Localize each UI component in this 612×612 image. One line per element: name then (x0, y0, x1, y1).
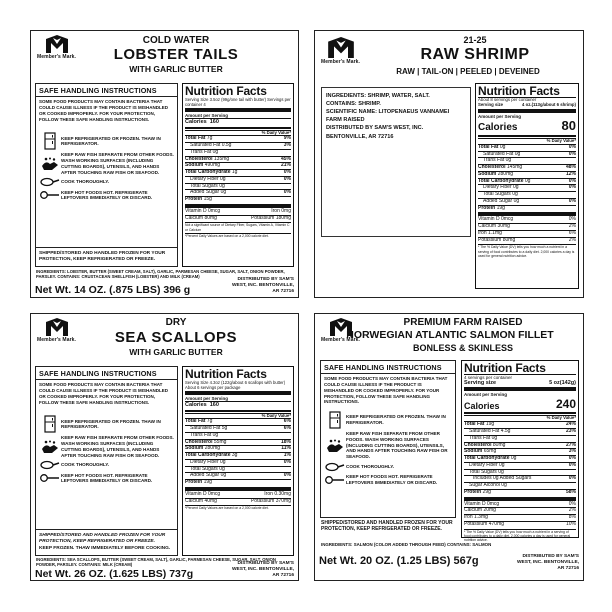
nf-vitd-value: 0mcg (207, 207, 221, 214)
nf-vitd-value: 0mcg (207, 490, 221, 497)
safe-handling-box (35, 366, 178, 556)
nf-calories-label: Calories (464, 401, 500, 412)
nf-protein-label: Protein (464, 488, 482, 495)
nf-sugars-label: Total Sugars (483, 191, 511, 198)
nf-title: Nutrition Facts (464, 361, 546, 375)
title-line-2: LOBSTER TAILS (113, 46, 239, 63)
nf-serving: Serving Size 4.3oz (122g/about 6 scallops with butter) About 6 servings per package (185, 380, 286, 391)
nf-carb-value: 3g (231, 452, 238, 459)
nf-calcium-label: Calcium (185, 214, 204, 221)
nf-sat-label: Saturated Fat (190, 425, 221, 432)
safe-step-cook: COOK THOROUGHLY. (346, 464, 395, 470)
safe-step-leftovers: KEEP HOT FOODS HOT. REFRIGERATE LEFTOVERS IMMEDIATELY OR DISCARD. (346, 474, 438, 485)
salmon-label (314, 313, 584, 581)
nf-vitd-dv: 0% (568, 216, 576, 223)
nf-added-value: 0g (220, 189, 227, 196)
nf-fiber-dv: 0% (568, 461, 576, 468)
nf-amount: Amount per Serving (185, 113, 229, 119)
net-weight: Net Wt. 20 OZ. (1.25 LBS) 567g (319, 555, 479, 567)
nf-added-label: Added Sugar (190, 189, 220, 196)
refrigerator-icon (44, 132, 56, 150)
nf-serving-value: 5 oz(142g) (549, 380, 576, 387)
safe-step-cook: COOK THOROUGHLY. (61, 462, 110, 468)
nf-protein-label: Protein (185, 479, 203, 486)
nf-fiber-dv: 0% (283, 175, 291, 182)
wash-hands-icon (325, 438, 345, 454)
nf-title: Nutrition Facts (478, 84, 560, 98)
nf-sugars-value: 0g (512, 191, 518, 198)
safe-step-refrigerate: KEEP REFRIGERATED OR FROZEN. THAW IN REFRIGERATOR. (346, 414, 446, 426)
nf-added-value: 0g (513, 197, 520, 204)
nf-chol-value: 135mg (213, 155, 230, 162)
nf-trans-value: 0g (212, 431, 219, 438)
nf-vitd-dv: 0% (568, 500, 576, 507)
ingredients: INGREDIENTS: SEA SCALLOPS, BUTTER (SWEET CREAM, SALT), GARLIC, PARMESAN CHEESE, SUGAR, SALT, ONION POWDER, PARSLEY. CONTAINS: MILK (CREAM) (36, 557, 276, 568)
nf-potassium-label: Potassium (478, 236, 502, 243)
nf-dv-header: % Daily Value* (185, 413, 291, 419)
shrimp-ingredients: INGREDIENTS: SHRIMP, WATER, SALT. (326, 93, 430, 99)
frying-pan-icon (40, 177, 60, 187)
wash-hands-icon (40, 156, 60, 172)
nf-potassium-label: Potassium (250, 214, 275, 221)
safe-footer: SHIPPED/STORED AND HANDLED FROZEN FOR YOUR PROTECTION, KEEP REFRIGERATED OR FREEZE. (321, 520, 453, 533)
nf-protein-value: 29g (482, 488, 491, 495)
nf-calories-label: Calories (185, 119, 207, 126)
nf-sugars-label: Total Sugars (190, 465, 218, 472)
title-sub: RAW | TAIL-ON | PEELED | DEVEINED (396, 67, 540, 76)
nf-calcium-dv: 2% (568, 507, 576, 514)
nf-sodium-label: Sodium (478, 170, 497, 177)
nf-amount: Amount per Serving (478, 113, 522, 119)
nf-carb-value: 0g (510, 455, 517, 462)
nf-serving-label: Serving size (478, 101, 504, 107)
nf-fat-dv: 9% (283, 135, 291, 142)
nf-calories-value: 160 (209, 402, 219, 409)
nf-fiber-value: 0g (499, 461, 505, 468)
frying-pan-icon (40, 460, 60, 470)
safe-step-refrigerate: KEEP REFRIGERATED OR FROZEN. THAW IN REFRIGERATOR. (61, 418, 161, 430)
nf-trans-label: Trans Fat (190, 148, 212, 155)
m-logo-icon (328, 37, 354, 58)
net-weight: Net Wt. 14 OZ. (.875 LBS) 396 g (35, 284, 191, 296)
title-line-2: NORWEGIAN ATLANTIC SALMON FILLET (346, 329, 554, 341)
nf-note: Not a significant source of Dietary Fiber, Sugars, Vitamin A, Vitamin C or Calcium (185, 223, 290, 232)
nf-trans-label: Trans Fat (469, 434, 491, 441)
nf-trans-value: 0g (505, 157, 512, 164)
nf-fat-value: 19g (485, 421, 495, 428)
nf-chol-value: 55mg (213, 438, 227, 445)
nf-iron-label: Iron (464, 514, 473, 521)
nf-calcium-value: 40mg (204, 497, 217, 504)
nf-chol-dv: 48% (565, 164, 576, 171)
nf-calcium-label: Calcium (464, 507, 483, 514)
safe-intro: SOME FOOD PRODUCTS MAY CONTAIN BACTERIA THAT COULD CAUSE ILLNESS IF THE PRODUCT IS MISHANDLED OR COOKED IMPROPERLY. FOR YOUR PROTECTION, FOLLOW THESE SAFE HANDLING INSTRUCTIONS. (39, 99, 169, 122)
nf-footnote: *Percent Daily Values are based on a 2,000 calorie diet. (185, 505, 291, 510)
nf-fiber-label: Dietary Fiber (469, 461, 498, 468)
nf-carb-label: Total Carbohydrate (185, 169, 231, 176)
nf-sugar-alcohol: Sugar Alcohol 0g (469, 482, 507, 489)
safe-handling-box (320, 360, 456, 518)
nf-sodium-value: 280mg (204, 445, 221, 452)
safe-intro: SOME FOOD PRODUCTS MAY CONTAIN BACTERIA THAT COULD CAUSE ILLNESS IF THE PRODUCT IS MISHANDLED OR COOKED IMPROPERLY. FOR YOUR PROTECTION, FOLLOW THESE SAFE HANDLING INSTRUCTIONS. (324, 376, 448, 405)
nf-carb-dv: 1% (283, 452, 291, 459)
nf-fiber-label: Dietary Fiber (190, 175, 219, 182)
nf-chol-label: Cholesterol (478, 164, 506, 171)
nf-sat-label: Saturated Fat (190, 142, 221, 149)
nf-calcium-value: 20mg (483, 507, 496, 514)
nf-protein-dv: 58% (565, 488, 576, 495)
nf-vitd-label: Vitamin D (464, 500, 486, 507)
nf-carb-dv: 0% (283, 169, 291, 176)
safe-step-refrigerate: KEEP REFRIGERATED OR FROZEN. THAW IN REFRIGERATOR. (61, 135, 161, 147)
nf-added-label: Added Sugar (483, 197, 513, 204)
m-logo-icon (46, 35, 68, 53)
scallops-label (30, 313, 299, 581)
nf-fat-value: 7g (206, 418, 213, 425)
nf-protein-label: Protein (478, 204, 496, 211)
m-logo-icon (46, 318, 68, 336)
members-mark-logo (321, 37, 360, 65)
nf-footnote: * The % Daily Value (DV) tells you how much a nutrient in a serving of food contributes to a daily diet. 2,000 calories a day is used for general nutrition advice. (464, 529, 576, 542)
title-line-1: COLD WATER (142, 35, 210, 46)
distributor: DISTRIBUTED BY SAM'S WEST, INC. BENTONVILLE, AR 72716 (231, 277, 294, 294)
nf-sugars-value: 0g (498, 468, 504, 475)
nf-chol-dv: 27% (565, 441, 576, 448)
nf-added-value: 0g (220, 472, 227, 479)
refrigerator-icon (44, 415, 56, 433)
shrimp-info-box (321, 87, 471, 237)
nf-calories-value: 160 (209, 119, 219, 126)
nf-calcium-dv: 2% (568, 223, 576, 230)
safe-step-separate: KEEP RAW FISH SEPARATE FROM OTHER FOODS. WASH WORKING SURFACES (INCLUDING CUTTING BOARDS), UTENSILS, AND HANDS AFTER TOUCHING RAW FISH OR SEAFOOD. (61, 435, 174, 458)
nf-sat-label: Saturated Fat (469, 428, 500, 435)
nf-sat-value: 0.5g (221, 142, 232, 149)
nf-sodium-label: Sodium (464, 448, 483, 455)
safe-heading: SAFE HANDLING INSTRUCTIONS (321, 361, 455, 374)
nf-vitd-label: Vitamin D (478, 216, 500, 223)
net-weight: Net Wt. 26 OZ. (1.625 LBS) 737g (35, 568, 194, 580)
nf-protein-value: 19g (203, 479, 212, 486)
nf-iron-dv: 8% (568, 514, 576, 521)
nf-fiber-label: Dietary Fiber (190, 458, 219, 465)
nf-chol-value: 80mg (492, 441, 506, 448)
nf-calories-value: 240 (555, 396, 576, 411)
nf-sodium-value: 65mg (483, 448, 497, 455)
safe-heading: SAFE HANDLING INSTRUCTIONS (36, 84, 177, 97)
safe-step-separate: KEEP RAW FISH SEPARATE FROM OTHER FOODS. WASH WORKING SURFACES (INCLUDING CUTTING BOARDS), UTENSILS, AND HANDS AFTER TOUCHING RAW FISH OR SEAFOOD. (346, 431, 448, 460)
shrimp-farm: FARM RAISED (326, 117, 365, 124)
shrimp-dist-2: BENTONVILLE, AR 72716 (326, 133, 394, 140)
nf-dv-header: % Daily Value* (478, 138, 576, 144)
thermometer-icon (40, 472, 60, 484)
nf-protein-label: Protein (185, 196, 203, 203)
nf-carb-label: Total Carbohydrate (185, 452, 231, 459)
nf-calories-label: Calories (185, 402, 207, 409)
safe-step-leftovers: KEEP HOT FOODS HOT. REFRIGERATE LEFTOVERS IMMEDIATELY OR DISCARD. (61, 472, 153, 484)
safe-footer-frozen: KEEP FROZEN. THAW IMMEDIATELY BEFORE COOKING. (39, 546, 171, 552)
nf-fat-value: 0g (499, 143, 506, 150)
nf-chol-label: Cholesterol (185, 155, 213, 162)
nutrition-facts-panel (182, 366, 294, 556)
safe-intro: SOME FOOD PRODUCTS MAY CONTAIN BACTERIA THAT COULD CAUSE ILLNESS IF THE PRODUCT IS MISHANDLED OR COOKED IMPROPERLY. FOR YOUR PROTECTION, FOLLOW THESE SAFE HANDLING INSTRUCTIONS. (39, 382, 169, 405)
title-line-3: WITH GARLIC BUTTER (129, 347, 223, 357)
nf-sat-value: 5g (221, 425, 228, 432)
nf-added-dv: 0% (283, 472, 291, 479)
nf-trans-label: Trans Fat (190, 431, 212, 438)
title-main: RAW SHRIMP (420, 46, 530, 63)
nf-carb-value: 1g (231, 169, 238, 176)
nf-chol-dv: 18% (280, 438, 291, 445)
nf-sat-dv: 0% (568, 150, 576, 157)
ingredients: INGREDIENTS: SALMON (COLOR ADDED THROUGH FEED) CONTAINS: SALMON (321, 542, 492, 547)
nf-sat-dv: 23% (565, 428, 576, 435)
title-line-1: PREMIUM FARM RAISED (403, 317, 523, 328)
safe-heading: SAFE HANDLING INSTRUCTIONS (36, 367, 177, 380)
nf-fat-label: Total Fat (185, 418, 206, 425)
nf-calcium-label: Calcium (478, 223, 497, 230)
brand-name: Member's Mark. (321, 59, 360, 65)
nf-fat-dv: 0% (568, 143, 576, 150)
nutrition-facts-panel (182, 83, 294, 267)
nf-servings: 4 servings per container (464, 374, 576, 380)
nf-iron-label: Iron (478, 229, 487, 236)
shrimp-contains: CONTAINS: SHRIMP. (326, 101, 381, 108)
shrimp-label (314, 30, 584, 298)
nf-carb-label: Total Carbohydrate (464, 455, 510, 462)
nf-serving-label: Serving size (464, 380, 497, 387)
nf-iron-dv: 6% (568, 229, 576, 236)
title-line-3: BONLESS & SKINLESS (412, 343, 513, 353)
nf-title: Nutrition Facts (185, 84, 267, 98)
refrigerator-icon (329, 411, 341, 429)
nf-added-value: Includes 0g Added Sugars (473, 475, 532, 482)
nf-protein-value: 19g (496, 204, 505, 211)
nf-calories-value: 80 (561, 118, 576, 134)
nf-trans-label: Trans Fat (483, 157, 505, 164)
thermometer-icon (40, 189, 60, 201)
nf-fiber-dv: 0% (283, 458, 291, 465)
nf-sodium-value: 280mg (497, 170, 514, 177)
nf-fat-value: 7g (206, 135, 213, 142)
nf-sodium-label: Sodium (185, 445, 204, 452)
nf-iron-value: 1.3mg (474, 514, 488, 521)
nf-iron-label: Iron (271, 207, 280, 214)
nf-sat-value: 4.5g (500, 428, 511, 435)
nf-sodium-dv: 12% (565, 170, 576, 177)
safe-footer-text: SHIPPED/STORED AND HANDLED FROZEN FOR YOUR PROTECTION, KEEP REFRIGERATED OR FREEZE. (39, 533, 166, 545)
nf-title: Nutrition Facts (185, 367, 267, 381)
nutrition-facts-panel (461, 360, 579, 542)
nf-chol-label: Cholesterol (185, 438, 213, 445)
nf-chol-label: Cholesterol (464, 441, 492, 448)
nf-fat-label: Total Fat (464, 421, 485, 428)
nf-sodium-value: 490mg (204, 162, 221, 169)
nf-potassium-value: 80mg (502, 236, 516, 243)
nf-servings: About 8 servings per container (478, 97, 576, 103)
nf-serving-value: 4 oz.(113g/about 6 shrimp) (522, 101, 576, 107)
nf-chol-dv: 45% (280, 155, 291, 162)
nf-fat-label: Total Fat (185, 135, 206, 142)
safe-footer (36, 529, 177, 555)
nf-added-dv: 0% (568, 197, 576, 204)
nf-potassium-dv: 10% (565, 520, 576, 527)
nf-vitd-label: Vitamin D (185, 490, 207, 497)
nf-potassium-value: 180mg (275, 214, 291, 221)
nf-sodium-label: Sodium (185, 162, 204, 169)
nf-fiber-value: 0g (220, 458, 226, 465)
brand-name: Member's Mark. (321, 337, 360, 343)
nf-sugars-value: 0g (219, 465, 225, 472)
nf-sat-dv: 3% (283, 142, 291, 149)
nf-iron-value: 0mg (281, 207, 291, 214)
nf-potassium-value: 470mg (488, 520, 505, 527)
safe-step-cook: COOK THOROUGHLY. (61, 179, 110, 185)
title-line-3: WITH GARLIC BUTTER (129, 64, 223, 74)
nf-added-dv: 0% (568, 475, 576, 482)
nf-fat-dv: 6% (283, 418, 291, 425)
nf-fat-dv: 24% (565, 421, 576, 428)
nutrition-facts-panel (475, 83, 579, 289)
nf-trans-value: 0g (491, 434, 498, 441)
nf-dv-header: % Daily Value* (185, 130, 291, 136)
lobster-label (30, 30, 299, 298)
nf-chol-value: 145mg (506, 164, 523, 171)
nf-fat-label: Total Fat (478, 143, 499, 150)
nf-amount: Amount per Serving (464, 392, 508, 398)
distributor: DISTRIBUTED BY SAM'S WEST, INC. BENTONVILLE, AR 72716 (231, 561, 294, 578)
title-line-2: SEA SCALLOPS (114, 329, 238, 346)
thermometer-icon (325, 474, 345, 486)
nf-fiber-value: 0g (220, 175, 226, 182)
nf-serving: Serving Size 3.5oz (99g/one tail with butter) Servings per container 4 (185, 97, 291, 108)
nf-dv-header: % Daily Value* (464, 415, 576, 421)
nf-potassium-dv: 2% (568, 236, 576, 243)
shrimp-scientific: SCIENTIFIC NAME: LITOPENAEUS VANNAMEI (326, 109, 450, 116)
nf-sugars-label: Total Sugars (469, 468, 497, 475)
nf-calcium-label: Calcium (185, 497, 204, 504)
nf-sugars-value: 0g (219, 182, 225, 189)
nf-amount: Amount per Serving (185, 396, 229, 402)
nf-sodium-dv: 21% (280, 162, 291, 169)
nf-sat-value: 0g (514, 150, 521, 157)
wash-hands-icon (40, 439, 60, 455)
safe-footer: SHIPPED/STORED AND HANDLED FROZEN FOR YOUR PROTECTION, KEEP REFRIGERATED OR FREEZE. (36, 247, 177, 266)
nf-iron-value: 1.1mg (488, 229, 502, 236)
nf-carb-label: Total Carbohydrate (478, 177, 524, 184)
nf-fiber-value: 0g (513, 184, 519, 191)
shrimp-dist-1: DISTRIBUTED BY SAM'S WEST, INC. (326, 125, 424, 132)
nf-potassium-label: Potassium (250, 497, 275, 504)
safe-step-separate: KEEP RAW FISH SEPARATE FROM OTHER FOODS. WASH WORKING SURFACES (INCLUDING CUTTING BOARDS), UTENSILS, AND HANDS AFTER TOUCHING RAW FISH OR SEAFOOD. (61, 152, 174, 175)
nf-added-dv: 0% (283, 189, 291, 196)
nf-fiber-label: Dietary Fiber (483, 184, 512, 191)
nf-potassium-value: 370mg (275, 497, 291, 504)
nf-iron-label: Iron (264, 490, 273, 497)
nf-protein-value: 15g (203, 196, 212, 203)
nf-trans-value: 0g (212, 148, 219, 155)
nf-fiber-dv: 0% (568, 184, 576, 191)
nf-sat-label: Saturated Fat (483, 150, 514, 157)
nf-calories-label: Calories (478, 122, 518, 134)
nf-vitd-value: 0mcg (500, 216, 514, 223)
safe-handling-box (35, 83, 178, 267)
shrimp-count: 21-25 (463, 35, 487, 45)
nf-footnote: *Percent Daily Values are based on a 2,000 calorie diet. (185, 233, 291, 238)
nf-iron-value: 0.30mg (274, 490, 291, 497)
nf-calcium-value: 30mg (497, 223, 510, 230)
nf-sugars-label: Total Sugars (190, 182, 218, 189)
nf-sat-dv: 6% (283, 425, 291, 432)
nf-potassium-label: Potassium (464, 520, 488, 527)
nf-carb-value: 0g (524, 177, 531, 184)
nf-added-label: Added Sugar (190, 472, 220, 479)
frying-pan-icon (325, 462, 345, 472)
brand-name: Member's Mark. (37, 337, 76, 343)
title-line-1: DRY (165, 317, 187, 328)
nf-vitd-value: 0mcg (486, 500, 500, 507)
nf-sodium-dv: 3% (568, 448, 576, 455)
safe-step-leftovers: KEEP HOT FOODS HOT. REFRIGERATE LEFTOVERS IMMEDIATELY OR DISCARD. (61, 189, 153, 201)
nf-carb-dv: 0% (568, 455, 576, 462)
nf-footnote: * The % Daily Value (DV) tells you how much a nutrient in a serving of food contributes to a daily diet. 2,000 calories a day is used for general nutrition advice. (478, 245, 575, 258)
nf-sodium-dv: 11% (281, 445, 291, 452)
nf-calcium-value: 80mg (204, 214, 217, 221)
ingredients: INGREDIENTS: LOBSTER, BUTTER (SWEET CREAM, SALT), GARLIC, PARMESAN CHEESE, SUGAR, SALT, ONION POWDER, PARSLEY. CONTAINS: CRUSTACEAN SHELLFISH (LOBSTER) AND MILK (CREAM) (36, 269, 285, 280)
nf-vitd-label: Vitamin D (185, 207, 207, 214)
nf-carb-dv: 0% (568, 177, 576, 184)
distributor: DISTRIBUTED BY SAM'S WEST, INC. BENTONVILLE, AR 72716 (516, 554, 579, 571)
brand-name: Member's Mark. (37, 54, 76, 60)
